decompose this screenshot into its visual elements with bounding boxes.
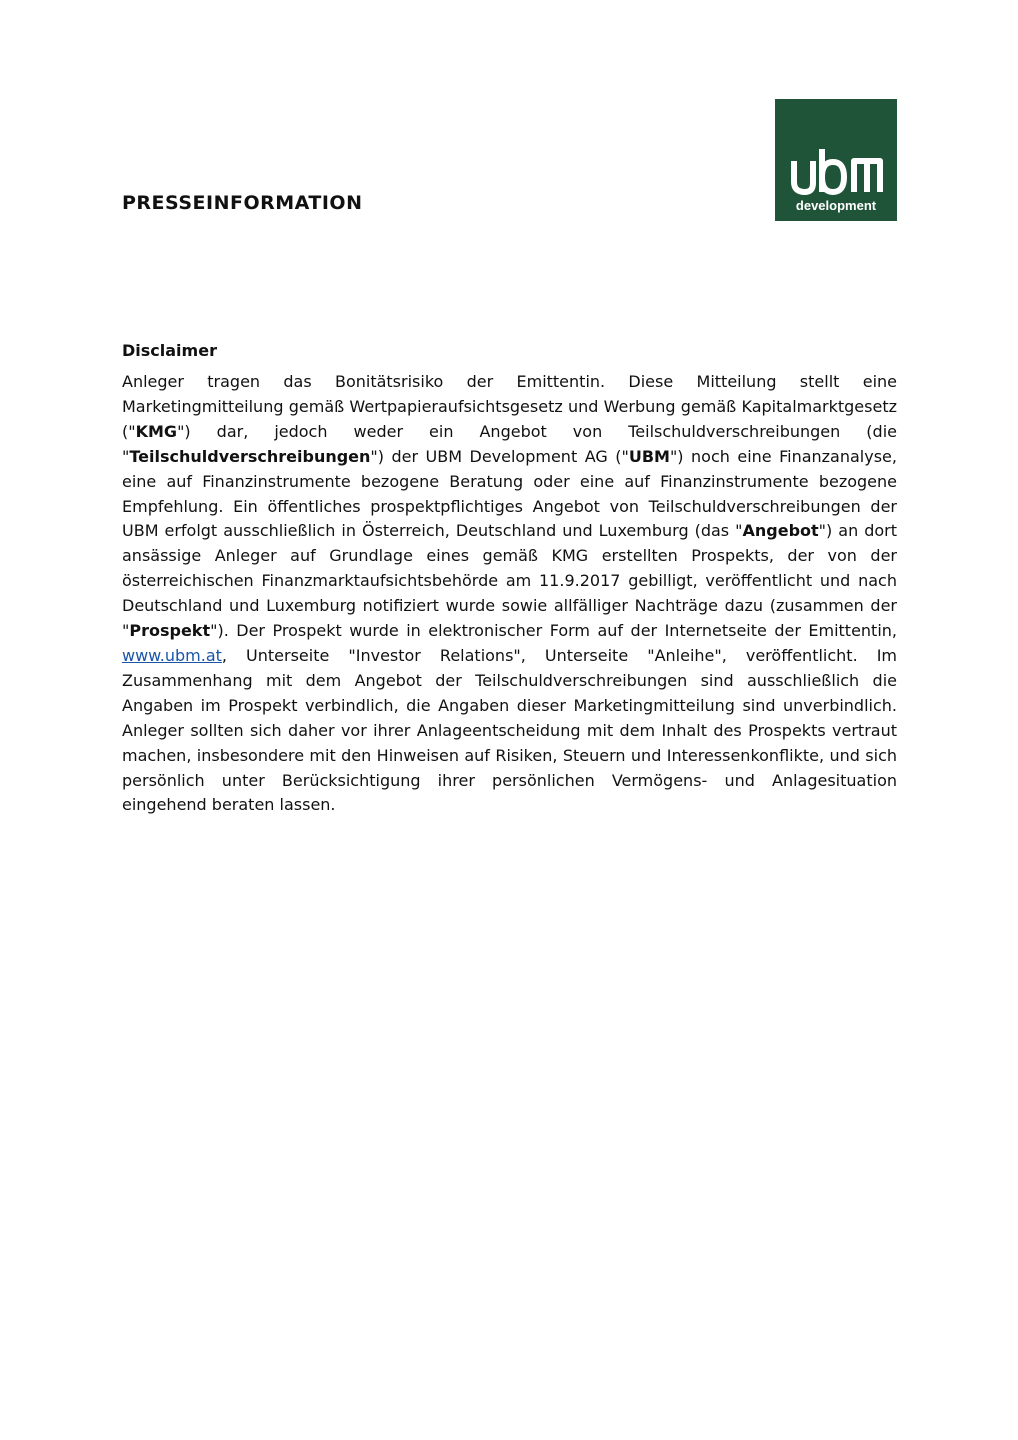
page-title: PRESSEINFORMATION xyxy=(122,192,363,214)
disclaimer-text xyxy=(122,370,897,818)
ubm-logo-icon xyxy=(775,99,897,221)
ubm-website-link[interactable]: www.ubm.at xyxy=(122,645,222,665)
term-angebot: Angebot xyxy=(742,521,819,541)
term-teilschuldverschreibungen: Teilschuldverschreibungen xyxy=(129,446,371,466)
disclaimer-text-segment: ") dar, jedoch weder ein Angebot von Teilschuldverschreibungen (die " xyxy=(122,421,897,466)
disclaimer-section xyxy=(122,340,897,818)
ubm-development-logo xyxy=(775,99,897,221)
term-ubm: UBM xyxy=(628,446,670,466)
logo-subtitle: development xyxy=(795,198,877,213)
disclaimer-text-segment: , Unterseite "Investor Relations", Unterseite "Anleihe", veröffentlicht. Im Zusammenhang mit dem Angebot der Teilschuldverschreibungen sind ausschließlich die Angaben im Prospekt verbindlich, die Angaben dieser Marketingmitteilung sind unverbindlich. Anleger sollten sich daher vor ihrer Anlageentscheidung mit dem Inhalt des Prospekts vertraut machen, insbesondere mit den Hinweisen auf Risiken, Steuern und Interessenkonflikte, und sich persönlich unter Berücksichtigung ihrer persönlichen Vermögens- und Anlagesituation eingehend beraten lassen. xyxy=(122,645,897,815)
term-prospekt: Prospekt xyxy=(129,621,211,641)
disclaimer-heading: Disclaimer xyxy=(122,341,217,360)
disclaimer-text-segment: ") noch eine Finanzanalyse, eine auf Finanzinstrumente bezogene Beratung oder eine auf Finanzinstrumente bezogene Empfehlung. Ein öffentliches prospektpflichtiges Angebot von Teilschuldverschreibungen der UBM erfolgt ausschließlich in Österreich, Deutschland und Luxemburg (das " xyxy=(122,446,897,541)
disclaimer-text-segment: ") der UBM Development AG (" xyxy=(370,446,629,466)
disclaimer-text-segment: Anleger tragen das Bonitätsrisiko der Emittentin. Diese Mitteilung stellt eine Marketingmitteilung gemäß Wertpapieraufsichtsgesetz und Werbung gemäß Kapitalmarktgesetz (" xyxy=(122,372,897,441)
term-kmg: KMG xyxy=(135,421,178,441)
disclaimer-text-segment: ") an dort ansässige Anleger auf Grundlage eines gemäß KMG erstellten Prospekts, der von der österreichischen Finanzmarktaufsichtsbehörde am 11.9.2017 gebilligt, veröffentlicht und nach Deutschland und Luxemburg notifiziert wurde sowie allfälliger Nachträge dazu (zusammen der " xyxy=(122,521,898,641)
disclaimer-text-segment: "). Der Prospekt wurde in elektronischer Form auf der Internetseite der Emittentin, xyxy=(210,621,897,641)
